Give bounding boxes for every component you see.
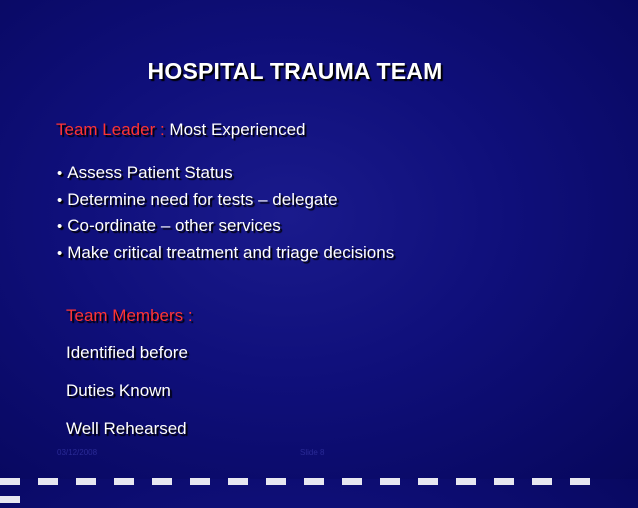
strip-segment <box>494 478 514 485</box>
strip-segment <box>0 496 20 503</box>
footer-slide-number: Slide 8 <box>300 448 325 457</box>
list-item <box>57 160 394 187</box>
strip-segment <box>76 478 96 485</box>
strip-segment <box>456 478 476 485</box>
list-item <box>57 187 394 214</box>
strip-segment <box>152 478 172 485</box>
bullet-icon: • <box>57 218 63 235</box>
footer-date: 03/12/2008 <box>57 448 98 457</box>
duty-text: Assess Patient Status <box>67 163 233 182</box>
strip-segment <box>0 478 20 485</box>
strip-segment <box>38 478 58 485</box>
list-item <box>57 213 394 240</box>
strip-segment <box>114 478 134 485</box>
duty-text: Co-ordinate – other services <box>67 216 281 235</box>
duties-list <box>57 160 394 266</box>
duty-text: Make critical treatment and triage decisions <box>67 242 395 262</box>
duty-text: Determine need for tests – delegate <box>67 189 338 209</box>
bullet-icon: • <box>57 244 63 262</box>
strip-segment <box>342 478 362 485</box>
team-leader-line <box>56 120 305 140</box>
strip-segment <box>304 478 324 485</box>
strip-segment <box>266 478 286 485</box>
list-item: Identified before <box>66 343 188 362</box>
members-list <box>66 340 188 454</box>
strip-segment <box>228 478 248 485</box>
bullet-icon: • <box>57 191 63 209</box>
list-item: Duties Known <box>66 381 171 400</box>
team-leader-label: Team Leader : <box>56 120 170 139</box>
strip-segment <box>190 478 210 485</box>
team-members-label: Team Members : <box>66 306 193 325</box>
strip-segment <box>570 478 590 485</box>
team-leader-value: Most Experienced <box>169 120 306 139</box>
strip-segment <box>532 478 552 485</box>
strip-segment <box>418 478 438 485</box>
strip-segment <box>380 478 400 485</box>
bullet-icon: • <box>57 165 63 182</box>
bottom-decorative-strip <box>0 472 638 479</box>
list-item: Well Rehearsed <box>66 419 187 438</box>
list-item <box>57 240 394 267</box>
slide-title: HOSPITAL TRAUMA TEAM <box>147 58 443 84</box>
